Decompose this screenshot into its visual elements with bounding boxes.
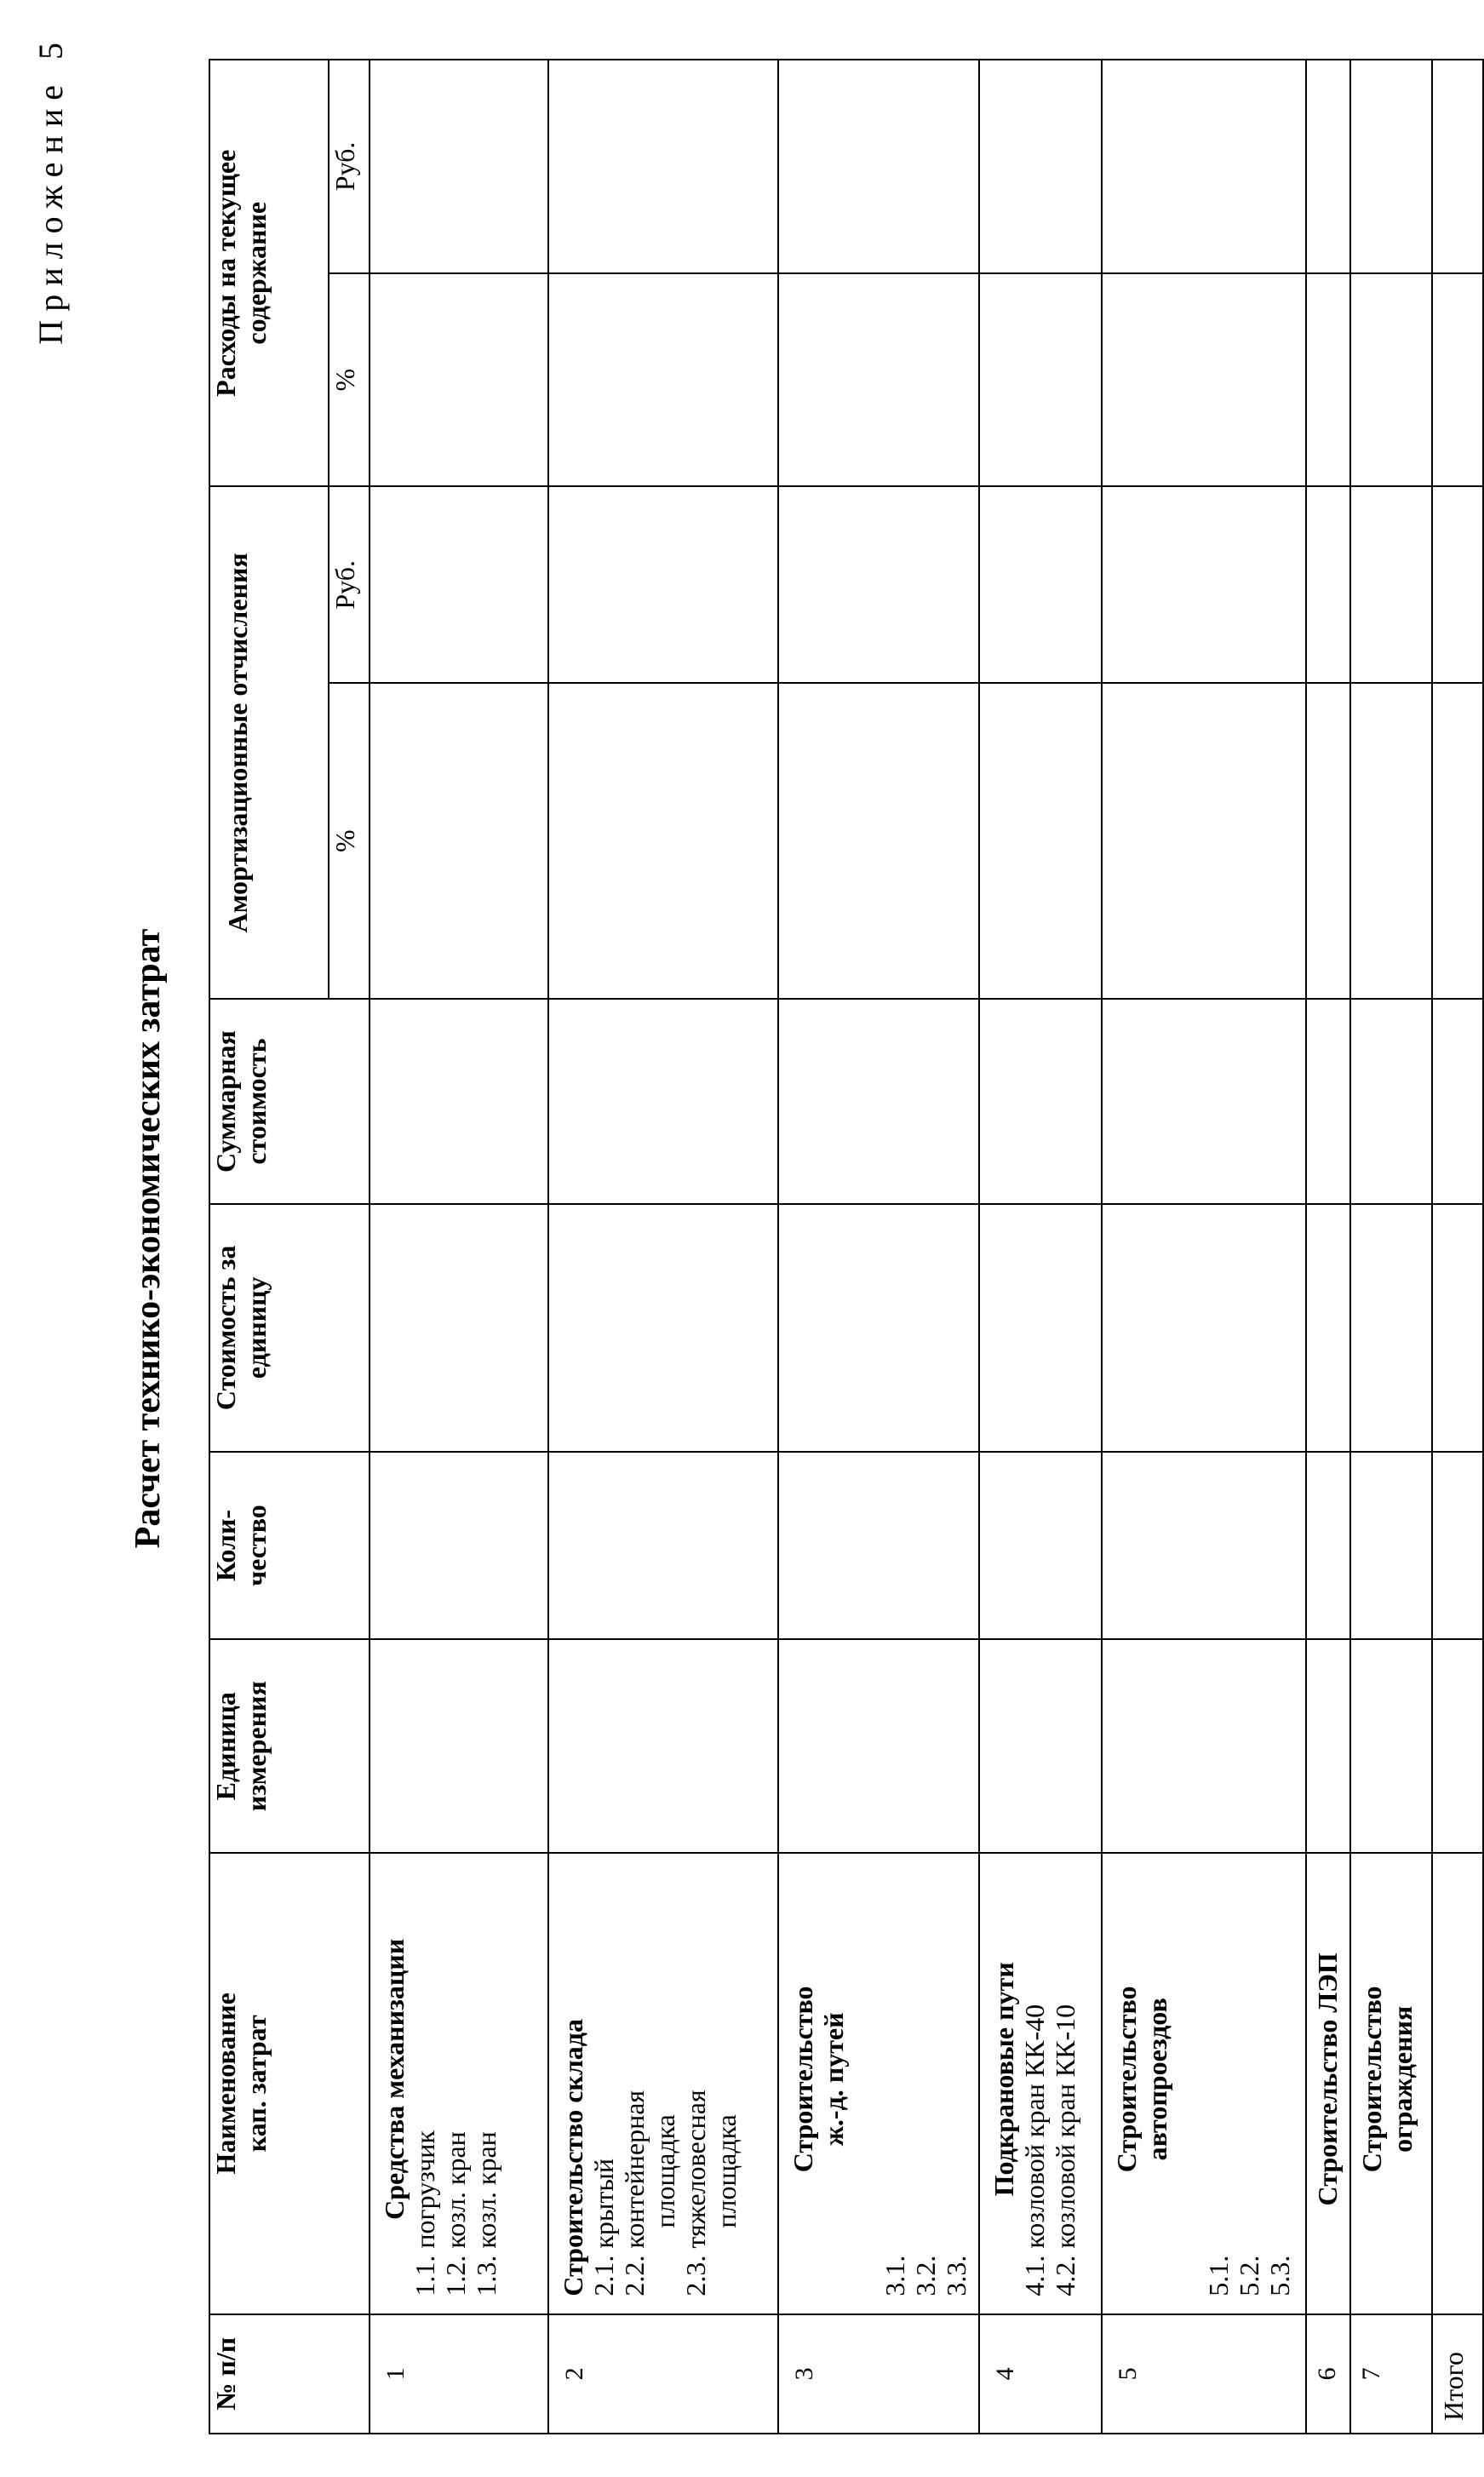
header-row [209, 60, 329, 2434]
appendix-label: Приложение 5 [32, 34, 70, 345]
depreciation-percent-header: % [329, 683, 370, 999]
table-row [548, 60, 778, 2434]
row-number: 1 [370, 2314, 548, 2434]
header-name: Наименование кап. затрат [209, 1853, 370, 2314]
cost-table [209, 59, 1484, 2434]
header-maintenance: Расходы на текущее содержание [209, 60, 329, 486]
total-row [1432, 60, 1483, 2434]
row-name: Строительство автопроездов 5.1. 5.2. 5.3. [1102, 1853, 1306, 2314]
page-title: Расчет технико-экономических затрат [129, 928, 168, 1549]
row-name: Средства механизации 1.1. погрузчик 1.2. козл. кран 1.3. козл. кран [370, 1853, 548, 2314]
row-name: Строительство ограждения [1350, 1853, 1432, 2314]
maintenance-percent-header: % [329, 273, 370, 487]
table-row [1102, 60, 1306, 2434]
header-depreciation: Амортизационные отчисления [209, 486, 329, 999]
row-number: 4 [979, 2314, 1102, 2434]
table-row [1350, 60, 1432, 2434]
table-row [979, 60, 1102, 2434]
row-name: Строительство склада 2.1. крытый 2.2. контейнерная площадка 2.3. тяжеловесная площадка [548, 1853, 778, 2314]
maintenance-rub-header: Руб. [329, 60, 370, 273]
row-number: 6 [1306, 2314, 1350, 2434]
table-row [1306, 60, 1350, 2434]
header-unit: Единица измерения [209, 1639, 370, 1853]
depreciation-rub-header: Руб. [329, 486, 370, 683]
row-name: Строительство ЛЭП [1306, 1853, 1350, 2314]
row-number: 7 [1350, 2314, 1432, 2434]
row-name: Строительство ж.-д. путей 3.1. 3.2. 3.3. [778, 1853, 979, 2314]
table-row [370, 60, 548, 2434]
row-number: 5 [1102, 2314, 1306, 2434]
row-name: Подкрановые пути 4.1. козловой кран КК-40 4.2. козловой кран КК-10 [979, 1853, 1102, 2314]
header-quantity: Коли- чество [209, 1452, 370, 1640]
row-number: 3 [778, 2314, 979, 2434]
header-num: № п/п [209, 2314, 370, 2434]
table-row [778, 60, 979, 2434]
header-unit-cost: Стоимость за единицу [209, 1204, 370, 1452]
total-label: Итого [1432, 2314, 1483, 2434]
header-total-cost: Суммарная стоимость [209, 999, 370, 1204]
row-number: 2 [548, 2314, 778, 2434]
